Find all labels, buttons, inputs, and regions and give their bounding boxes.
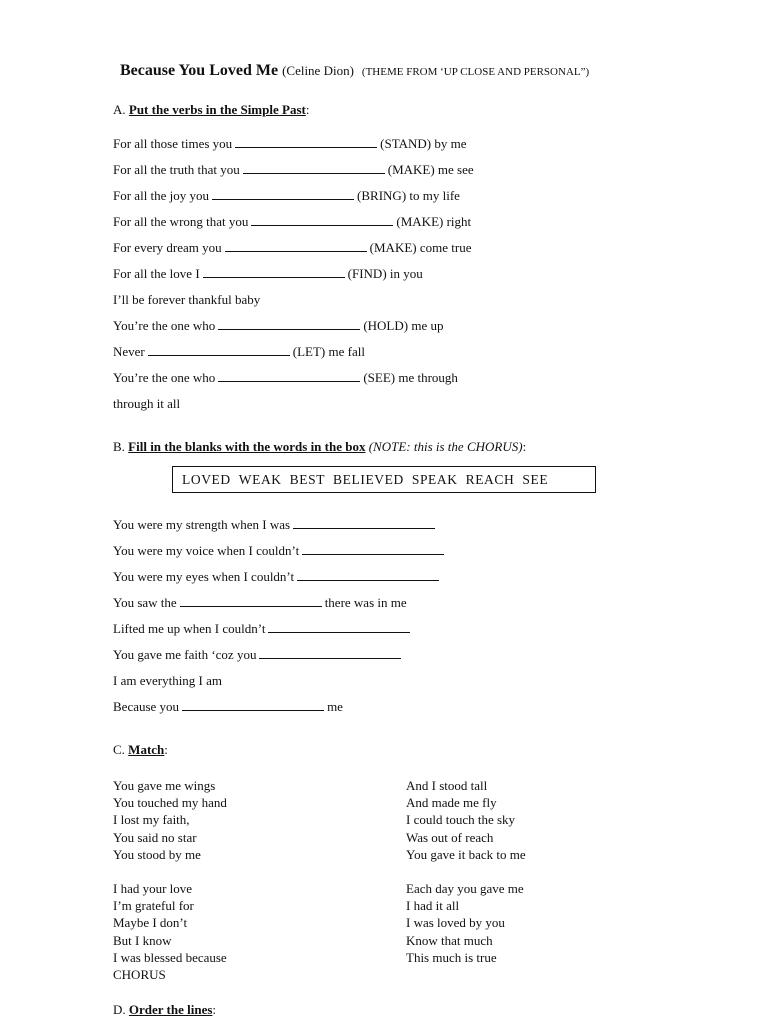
answer-blank[interactable]	[259, 647, 401, 659]
match-item: I could touch the sky	[406, 812, 516, 828]
word-box-word: LOVED	[182, 471, 231, 487]
match-group1-left	[113, 777, 227, 863]
answer-blank[interactable]	[243, 162, 385, 174]
match-item: You gave it back to me	[406, 846, 526, 862]
match-item: You gave me wings	[113, 778, 216, 793]
page-title	[120, 62, 589, 80]
match-item: But I know	[113, 932, 172, 948]
answer-blank[interactable]	[297, 569, 439, 581]
section-b-heading: B. Fill in the blanks with the words in the box (NOTE: this is the CHORUS):	[113, 439, 527, 454]
match-group2-left	[113, 880, 227, 983]
section-b-line: You saw the there was in me	[113, 595, 407, 610]
match-item: You stood by me	[113, 846, 201, 862]
answer-blank[interactable]	[182, 699, 324, 711]
match-item: You said no star	[113, 829, 197, 845]
match-group1-right	[406, 777, 526, 863]
section-a-line: Never (LET) me fall	[113, 344, 365, 359]
answer-blank[interactable]	[218, 318, 360, 330]
match-item: I was loved by you	[406, 915, 505, 931]
section-a-line: through it all	[113, 396, 181, 411]
match-item: Know that much	[406, 932, 493, 948]
section-b-line: Lifted me up when I couldn’t	[113, 621, 413, 637]
section-a-line: For all the wrong that you (MAKE) right	[113, 214, 472, 229]
section-a-line: For all those times you (STAND) by me	[113, 136, 467, 151]
match-item: I had your love	[113, 881, 193, 896]
word-box-word: SPEAK	[411, 471, 458, 487]
match-item: Was out of reach	[406, 829, 494, 845]
answer-blank[interactable]	[148, 344, 290, 356]
word-box-word: REACH	[465, 471, 515, 487]
match-item: I’m grateful for	[113, 898, 194, 914]
match-item: Each day you gave me	[406, 881, 524, 896]
word-box-word: WEAK	[238, 471, 282, 487]
song-title: Because You Loved Me	[120, 62, 279, 79]
answer-blank[interactable]	[203, 266, 345, 278]
match-item: I was blessed because	[113, 949, 227, 965]
match-item: You touched my hand	[113, 795, 227, 811]
section-b-line: Because you me	[113, 699, 343, 714]
section-a-line: You’re the one who (HOLD) me up	[113, 318, 444, 333]
section-a-line: You’re the one who (SEE) me through	[113, 370, 458, 385]
section-a-line: For every dream you (MAKE) come true	[113, 240, 472, 255]
section-b-line: You were my strength when I was	[113, 517, 438, 533]
match-item: CHORUS	[113, 966, 166, 982]
word-box-word: BELIEVED	[333, 471, 404, 487]
answer-blank[interactable]	[268, 621, 410, 633]
section-a-heading: A. Put the verbs in the Simple Past:	[113, 102, 310, 117]
match-item: I had it all	[406, 898, 460, 914]
answer-blank[interactable]	[235, 136, 377, 148]
section-a-line: For all the love I (FIND) in you	[113, 266, 423, 281]
match-item: I lost my faith,	[113, 812, 190, 828]
word-box-word: BEST	[289, 471, 326, 487]
section-d-heading: D. Order the lines:	[113, 1002, 217, 1017]
answer-blank[interactable]	[218, 370, 360, 382]
match-item: And made me fly	[406, 795, 497, 811]
answer-blank[interactable]	[251, 214, 393, 226]
match-group2-right	[406, 880, 524, 966]
theme-note: (THEME FROM ‘UP CLOSE AND PERSONAL”)	[361, 66, 590, 78]
answer-blank[interactable]	[302, 543, 444, 555]
section-b-line: You were my eyes when I couldn’t	[113, 569, 442, 585]
section-b-line: You gave me faith ‘coz you	[113, 647, 404, 663]
section-c-heading: C. Match:	[113, 742, 168, 757]
section-a-line: For all the truth that you (MAKE) me see	[113, 162, 474, 177]
section-a-line: I’ll be forever thankful baby	[113, 292, 261, 307]
word-box-word: SEE	[522, 471, 549, 487]
answer-blank[interactable]	[225, 240, 367, 252]
answer-blank[interactable]	[180, 595, 322, 607]
match-item: This much is true	[406, 949, 497, 965]
section-b-line: You were my voice when I couldn’t	[113, 543, 447, 559]
match-item: And I stood tall	[406, 778, 488, 793]
word-box	[172, 466, 596, 493]
answer-blank[interactable]	[293, 517, 435, 529]
match-item: Maybe I don’t	[113, 915, 188, 931]
answer-blank[interactable]	[212, 188, 354, 200]
section-a-line: For all the joy you (BRING) to my life	[113, 188, 460, 203]
artist-name: (Celine Dion)	[282, 63, 354, 78]
section-b-line: I am everything I am	[113, 673, 223, 688]
